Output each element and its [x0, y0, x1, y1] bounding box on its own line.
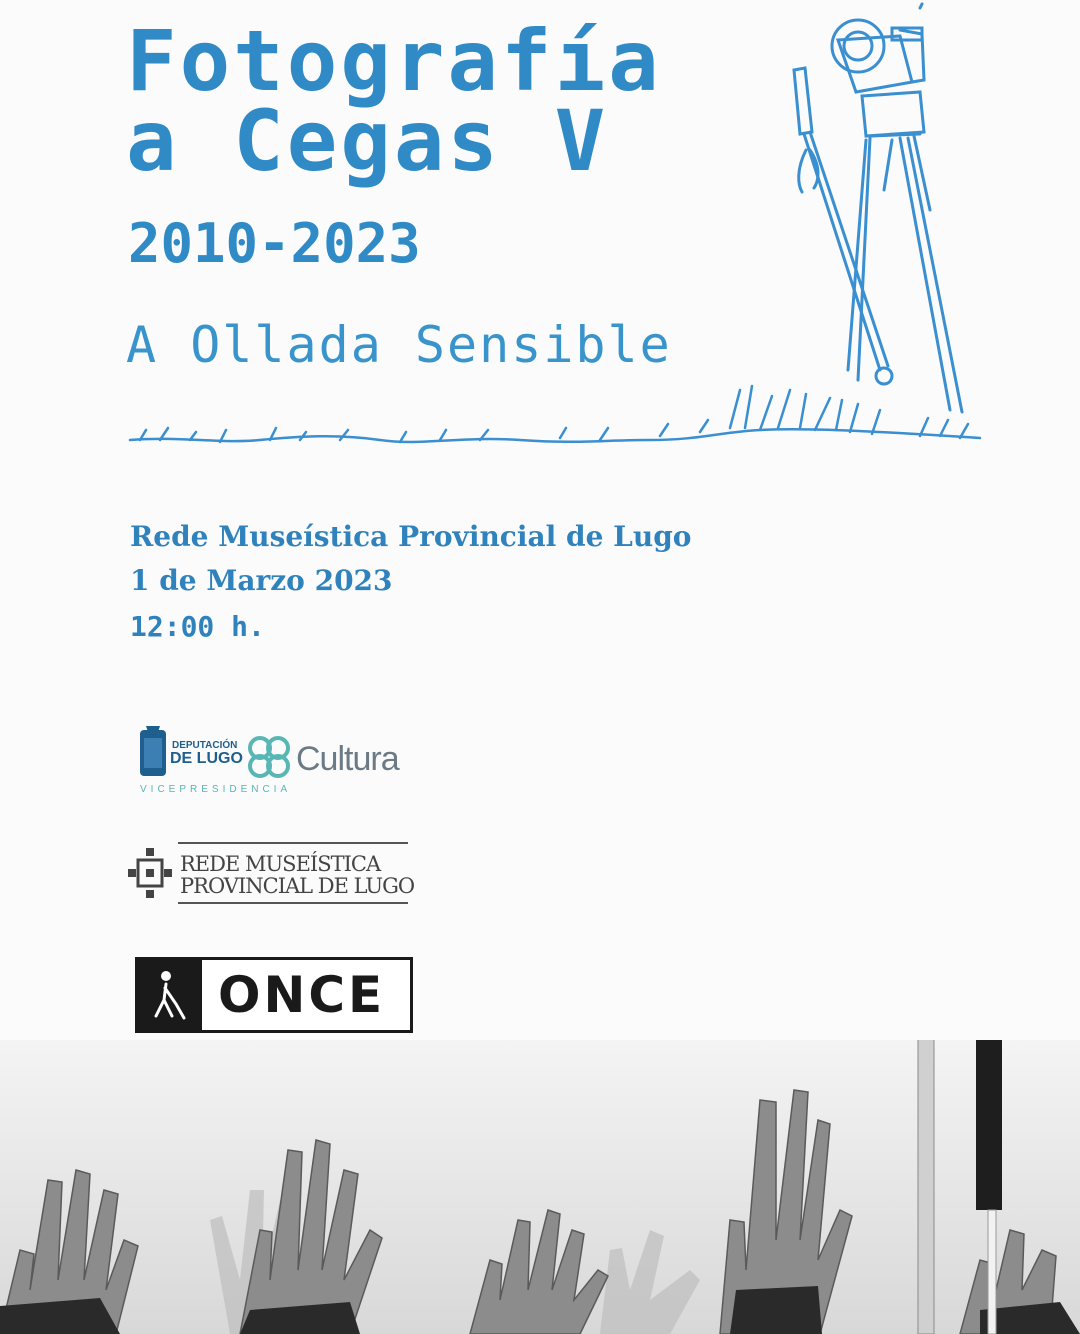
- rede-line-1: REDE MUSEÍSTICA: [180, 852, 381, 876]
- once-logo: [135, 957, 413, 1033]
- diputacion-line-1: DEPUTACIÓN: [172, 740, 238, 751]
- once-walker-icon: [138, 960, 202, 1030]
- once-mark: [138, 960, 202, 1030]
- rede-museistica-logo: [126, 838, 416, 910]
- diputacion-lugo-logo: [134, 722, 434, 802]
- cultura-knot-icon: [244, 732, 294, 782]
- years-range: 2010-2023: [128, 212, 421, 275]
- title-line-1: Fotografía: [126, 12, 662, 110]
- cultura-word: Cultura: [296, 740, 399, 778]
- vicepresidencia-tagline: VICEPRESIDENCIA: [140, 784, 292, 795]
- once-word: ONCE: [218, 966, 386, 1024]
- coat-of-arms-icon: [136, 724, 170, 782]
- venue: Rede Museística Provincial de Lugo: [130, 520, 692, 553]
- diputacion-line-2: DE LUGO: [170, 750, 243, 767]
- rede-bottom-rule: [178, 902, 408, 904]
- event-time: 12:00 h.: [130, 610, 265, 643]
- event-date: 1 de Marzo 2023: [130, 564, 393, 597]
- rede-top-rule: [178, 842, 408, 844]
- subtitle: A Ollada Sensible: [126, 316, 672, 374]
- title-line-2: a Cegas V: [126, 92, 609, 190]
- rede-line-2: PROVINCIAL DE LUGO: [180, 874, 415, 898]
- rede-emblem-icon: [126, 846, 174, 900]
- raised-hands-photo: [0, 1040, 1080, 1334]
